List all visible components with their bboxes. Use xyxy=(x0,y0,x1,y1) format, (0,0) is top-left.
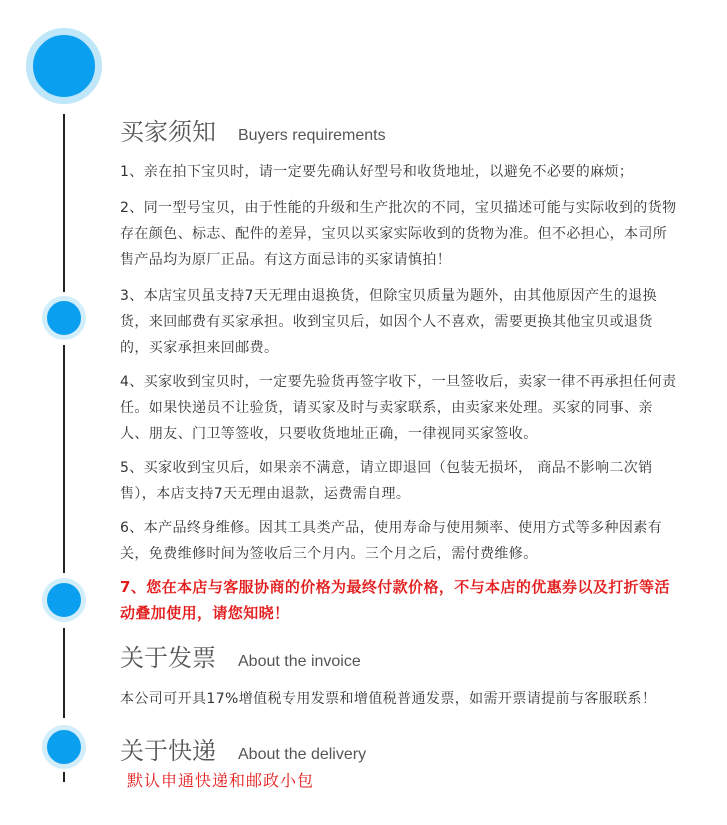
delivery-title-cn: 关于快递 xyxy=(120,737,216,765)
invoice-title-cn: 关于发票 xyxy=(120,644,216,672)
buyers-item-7-warning: 7、您在本店与客服协商的价格为最终付款价格，不与本店的优惠券以及打折等活动叠加使用，请您知晓！ xyxy=(120,578,670,622)
buyers-item-6: 6、本产品终身维修。因其工具类产品，使用寿命与使用频率、使用方式等多种因素有关，免费维修时间为签收后三个月内。三个月之后，需付费维修。 xyxy=(120,520,663,562)
timeline-line xyxy=(63,345,65,573)
delivery-section-title xyxy=(120,731,366,766)
timeline-dot xyxy=(42,725,86,769)
timeline-dot-large xyxy=(26,28,102,104)
buyers-item-3: 3、本店宝贝虽支持7天无理由退换货，但除宝贝质量为题外，由其他原因产生的退换货，来回邮费有买家承担。收到宝贝后，如因个人不喜欢，需要更换其他宝贝或退货的，买家承担来回邮费。 xyxy=(120,288,658,356)
buyers-item-1: 1、亲在拍下宝贝时，请一定要先确认好型号和收货地址，以避免不必要的麻烦； xyxy=(120,164,634,180)
timeline-dot xyxy=(42,296,86,340)
timeline-line xyxy=(63,772,65,782)
delivery-text: 默认申通快递和邮政小包 xyxy=(127,771,315,790)
invoice-title-en: About the invoice xyxy=(238,653,361,670)
invoice-section-title xyxy=(120,638,361,673)
timeline-line xyxy=(63,114,65,292)
buyers-item-5: 5、买家收到宝贝后，如果亲不满意，请立即退回（包装无损坏， 商品不影响二次销售），本店支持7天无理由退款，运费需自理。 xyxy=(120,460,653,502)
invoice-text: 本公司可开具17%增值税专用发票和增值税普通发票，如需开票请提前与客服联系！ xyxy=(120,691,657,707)
buyers-title-en: Buyers requirements xyxy=(238,127,386,144)
buyers-section-title xyxy=(120,112,386,147)
buyers-item-2: 2、同一型号宝贝，由于性能的升级和生产批次的不同，宝贝描述可能与实际收到的货物存在颜色、标志、配件的差异，宝贝以买家实际收到的货物为准。但不必担心，本司所售产品均为原厂正品。有这方面忌讳的买家请慎拍！ xyxy=(120,200,677,268)
timeline-line xyxy=(63,628,65,718)
buyers-item-4: 4、买家收到宝贝时，一定要先验货再签字收下，一旦签收后，卖家一律不再承担任何责任。如果快递员不让验货，请买家及时与卖家联系，由卖家来处理。买家的同事、亲人、朋友、门卫等签收，只要收货地址正确，一律视同买家签收。 xyxy=(120,374,677,442)
timeline-dot xyxy=(42,578,86,622)
buyers-title-cn: 买家须知 xyxy=(120,118,216,146)
delivery-title-en: About the delivery xyxy=(238,746,367,763)
